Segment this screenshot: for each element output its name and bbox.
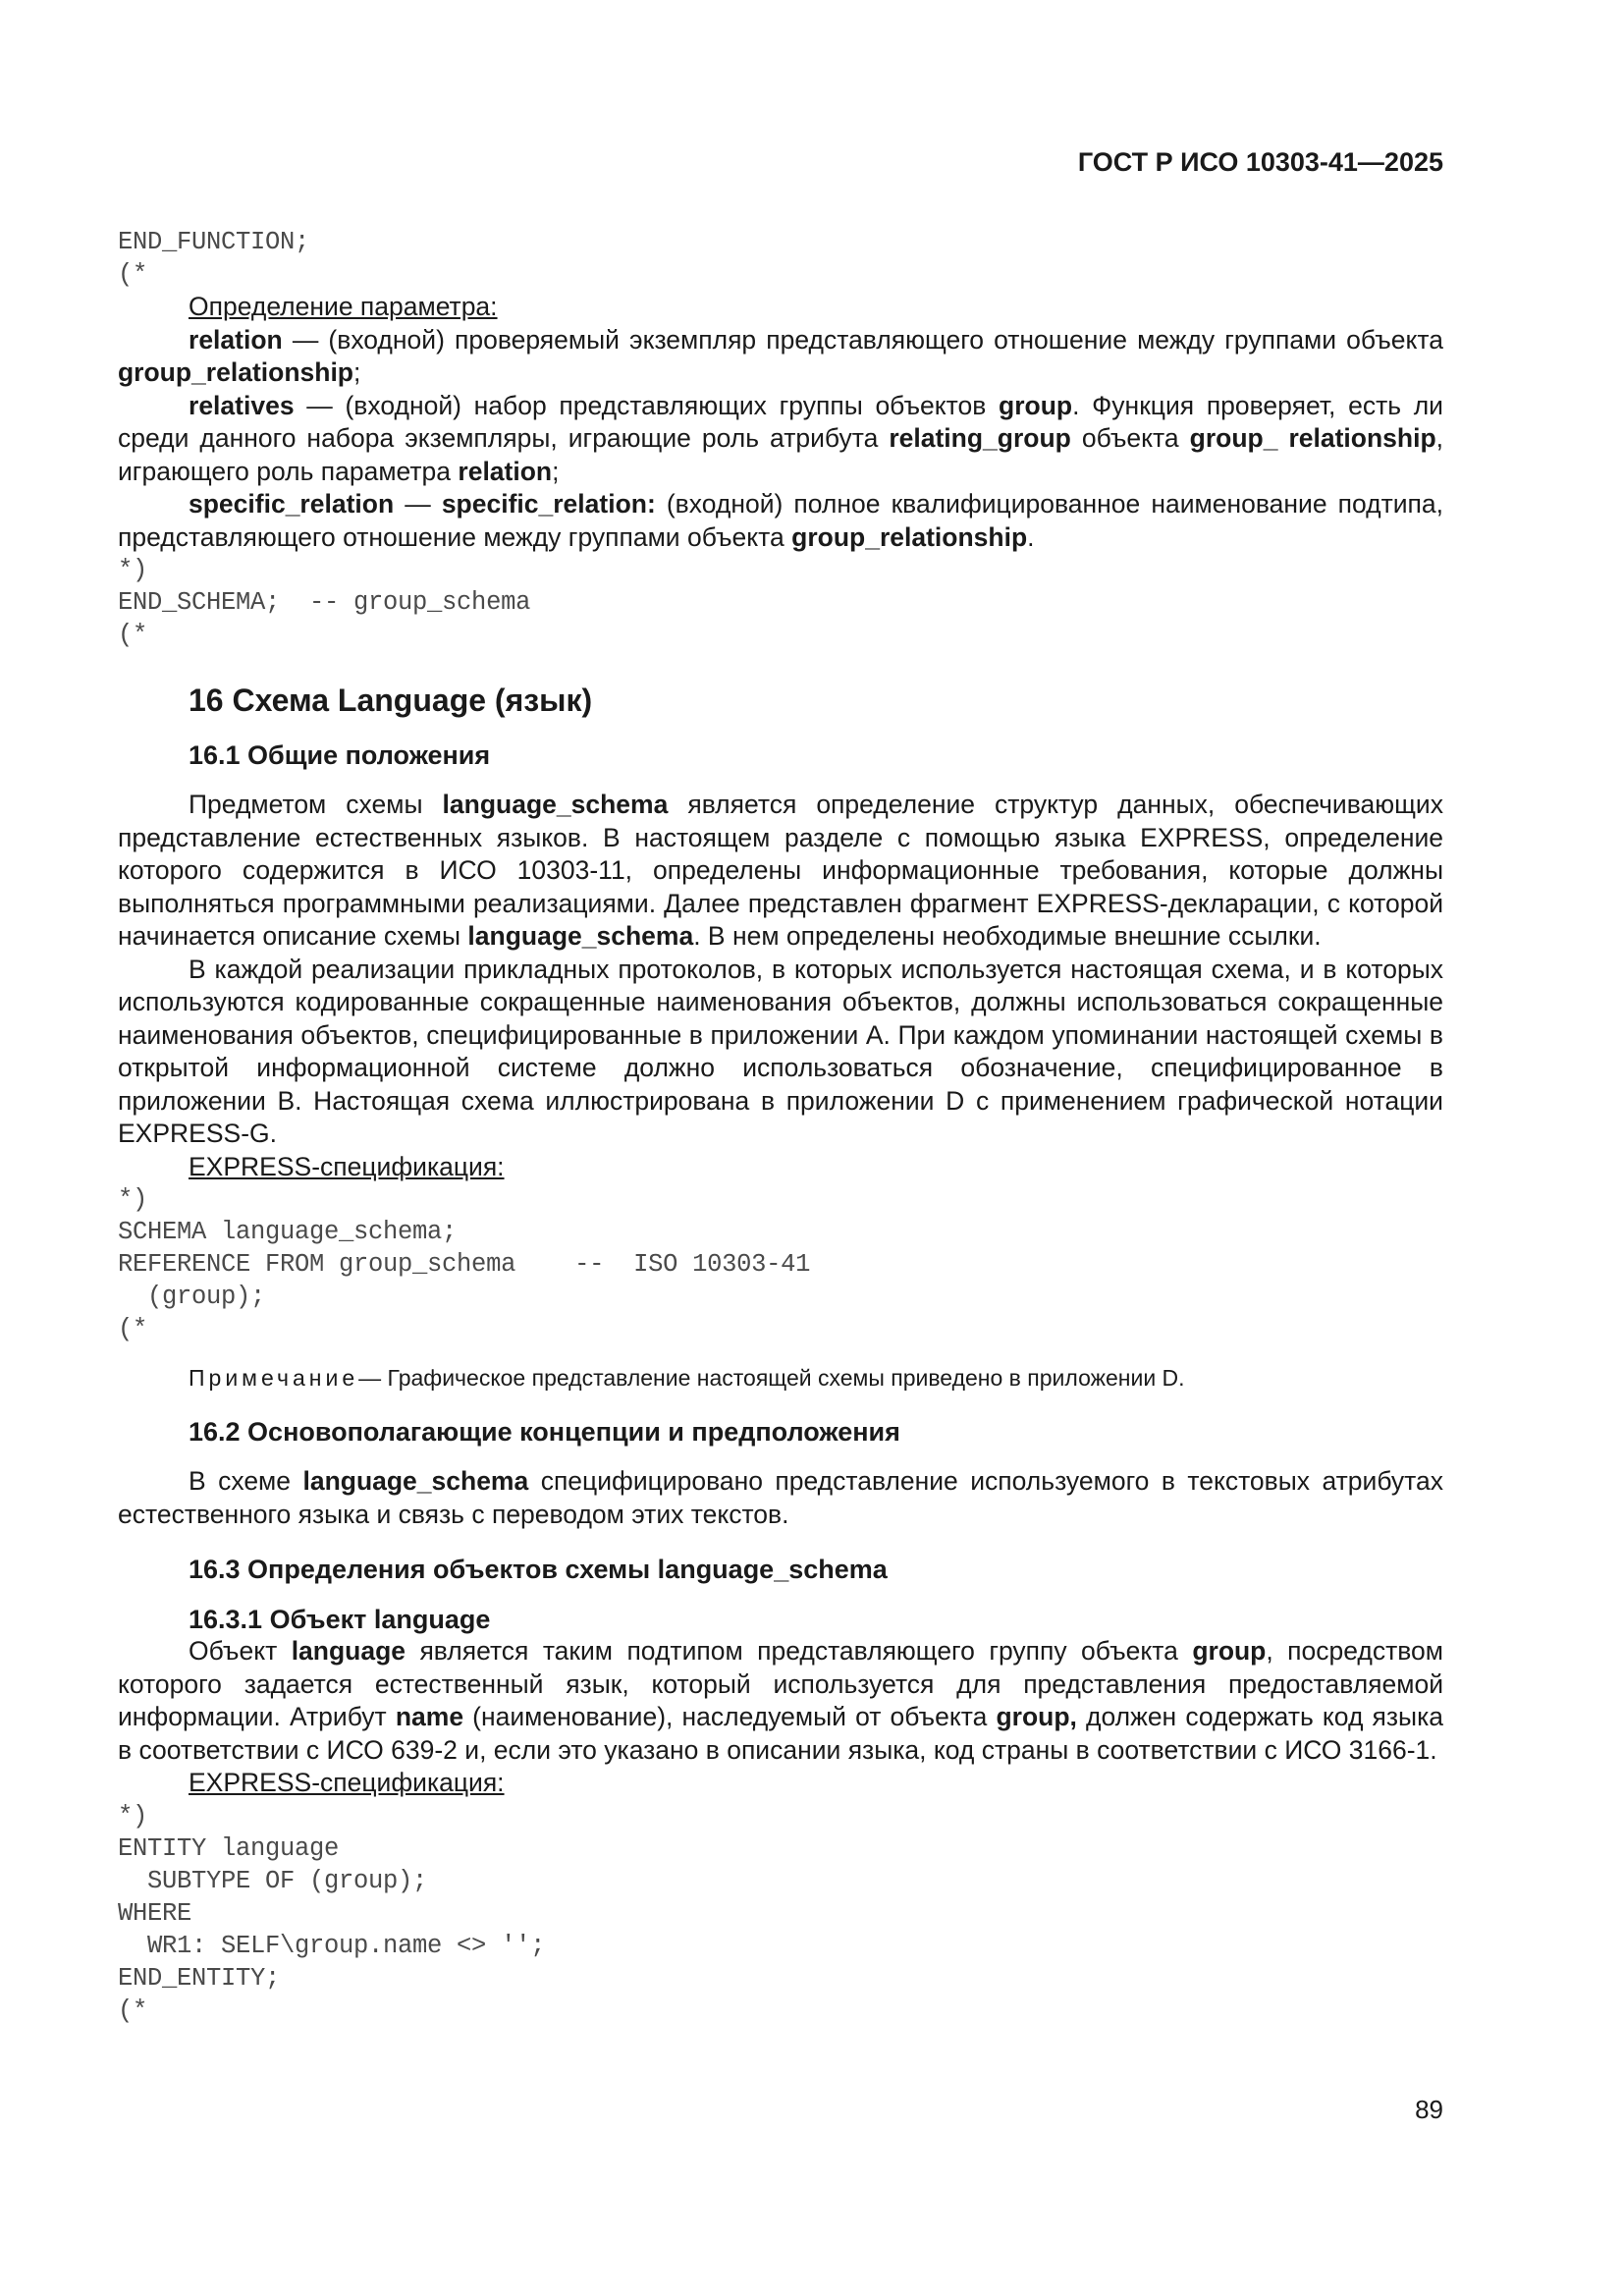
text-run: , посредством которого задается естественный язык, который используется для представления предоставляемой информации. Атрибут	[118, 1636, 1443, 1731]
section-title: 16 Схема Language (язык)	[189, 683, 593, 718]
text-run: — (входной) проверяемый экземпляр представляющего отношение между группами объекта	[282, 324, 1443, 355]
express-spec-label: EXPRESS-спецификация:	[189, 1151, 505, 1181]
paragraph-16-2	[118, 1465, 1443, 1531]
bold-term: group_relationship	[791, 521, 1028, 552]
text-run: является таким подтипом представляющего группу объекта	[406, 1636, 1193, 1666]
text-run: специфицировано представление используемого в текстовых атрибутах естественного языка и связь с переводом этих текстов.	[118, 1466, 1443, 1529]
param-definition-title: Определение параметра:	[189, 292, 498, 321]
subsection-16-1-title: 16.1 Общие положения	[189, 740, 491, 770]
bold-term: group	[1192, 1636, 1267, 1666]
bold-term: group	[999, 390, 1073, 420]
bold-term: relatives	[189, 390, 295, 420]
note	[118, 1365, 1443, 1392]
code-entity-language: *) ENTITY language SUBTYPE OF (group); WHERE WR1: SELF\group.name <> ''; END_ENTITY; (*	[118, 1801, 546, 2025]
subsection-16-3-1-title: 16.3.1 Объект language	[189, 1605, 491, 1634]
param-specific-relation	[118, 488, 1443, 554]
text-run: , играющего роль параметра	[118, 423, 1444, 486]
text-run: ;	[552, 456, 560, 486]
text-run: ;	[353, 357, 361, 387]
page-header: ГОСТ Р ИСО 10303-41—2025	[1077, 147, 1443, 177]
text-run: —	[394, 489, 442, 519]
top-block	[118, 226, 1443, 651]
bold-term: relation	[189, 324, 283, 355]
bold-term: language_schema	[467, 921, 694, 951]
paragraph-16-1-b	[118, 954, 1443, 1151]
section-16	[118, 683, 1443, 2027]
text-run: должен содержать код языка в соответствии с ИСО 639-2 и, если это указано в описании языка, код страны в соответствии с ИСО 3166-1.	[118, 1702, 1443, 1765]
code-end-schema: *) END_SCHEMA; -- group_schema (*	[118, 556, 531, 649]
bold-term: language_schema	[442, 790, 669, 819]
document-page	[118, 0, 1443, 2296]
text-run: В схеме	[189, 1466, 303, 1496]
text-run: Предметом схемы	[189, 790, 443, 819]
note-text: — Графическое представление настоящей схемы приведено в приложении D.	[358, 1365, 1185, 1391]
bold-term: relating_group	[889, 423, 1071, 453]
text-run: . Функция проверяет, есть ли среди данного набора экземпляры, играющие роль атрибута	[118, 390, 1443, 453]
paragraph-16-3-1	[118, 1635, 1443, 1767]
subsection-16-2-title: 16.2 Основополагающие концепции и предположения	[189, 1417, 900, 1447]
text-run: — (входной) набор представляющих группы объектов	[294, 390, 1000, 420]
bold-term: specific_relation	[189, 489, 395, 519]
subsection-16-3-title: 16.3 Определения объектов схемы language_schema	[189, 1555, 888, 1584]
express-spec-label-2: EXPRESS-спецификация:	[189, 1768, 505, 1797]
text-run: В каждой реализации прикладных протоколов, в которых используется настоящая схема, и в которых используются кодированные сокращенные наименования объектов, должны использоваться сокращенные наименования объектов, специфицированные в приложении А. При каждом упоминании настоящей схемы в открытой информационной системе должно использоваться обозначение, специфицированное в приложении В. Настоящая схема иллюстрирована в приложении D с применением графической нотации EXPRESS-G.	[118, 954, 1443, 1148]
text-run: (наименование), наследуемый от объекта	[463, 1702, 997, 1731]
bold-term: specific_relation:	[441, 489, 656, 519]
bold-term: group_relationship	[118, 357, 353, 387]
note-label: Примечание	[189, 1365, 359, 1391]
text-run: .	[1027, 521, 1035, 552]
code-schema-language: *) SCHEMA language_schema; REFERENCE FROM group_schema -- ISO 10303-41 (group); (*	[118, 1185, 811, 1343]
bold-term: language_schema	[302, 1466, 529, 1496]
text-run: (входной) полное квалифицированное наименование подтипа, представляющего отношение между группами объекта	[118, 489, 1443, 552]
page-number: 89	[1415, 2095, 1443, 2124]
text-run: является определение структур данных, обеспечивающих представление естественных языков. В настоящем разделе с помощью языка EXPRESS, определение которого содержится в ИСО 10303-11, определены информационные требования, которые должны выполняться программными реализациями. Далее представлен фрагмент EXPRESS-декларации, с которой начинается описание схемы	[118, 790, 1443, 951]
code-end-function: END_FUNCTION; (*	[118, 228, 310, 289]
bold-term: name	[395, 1702, 464, 1731]
text-run: . В нем определены необходимые внешние ссылки.	[693, 921, 1322, 951]
bold-term: language	[291, 1636, 406, 1666]
bold-term: group_ relationship	[1189, 423, 1436, 453]
bold-term: relation	[458, 456, 553, 486]
paragraph-16-1-a	[118, 789, 1443, 954]
bold-term: group,	[996, 1702, 1077, 1731]
param-relation	[118, 324, 1443, 390]
text-run: Объект	[189, 1636, 292, 1666]
param-relatives	[118, 390, 1443, 489]
text-run: объекта	[1070, 423, 1190, 453]
